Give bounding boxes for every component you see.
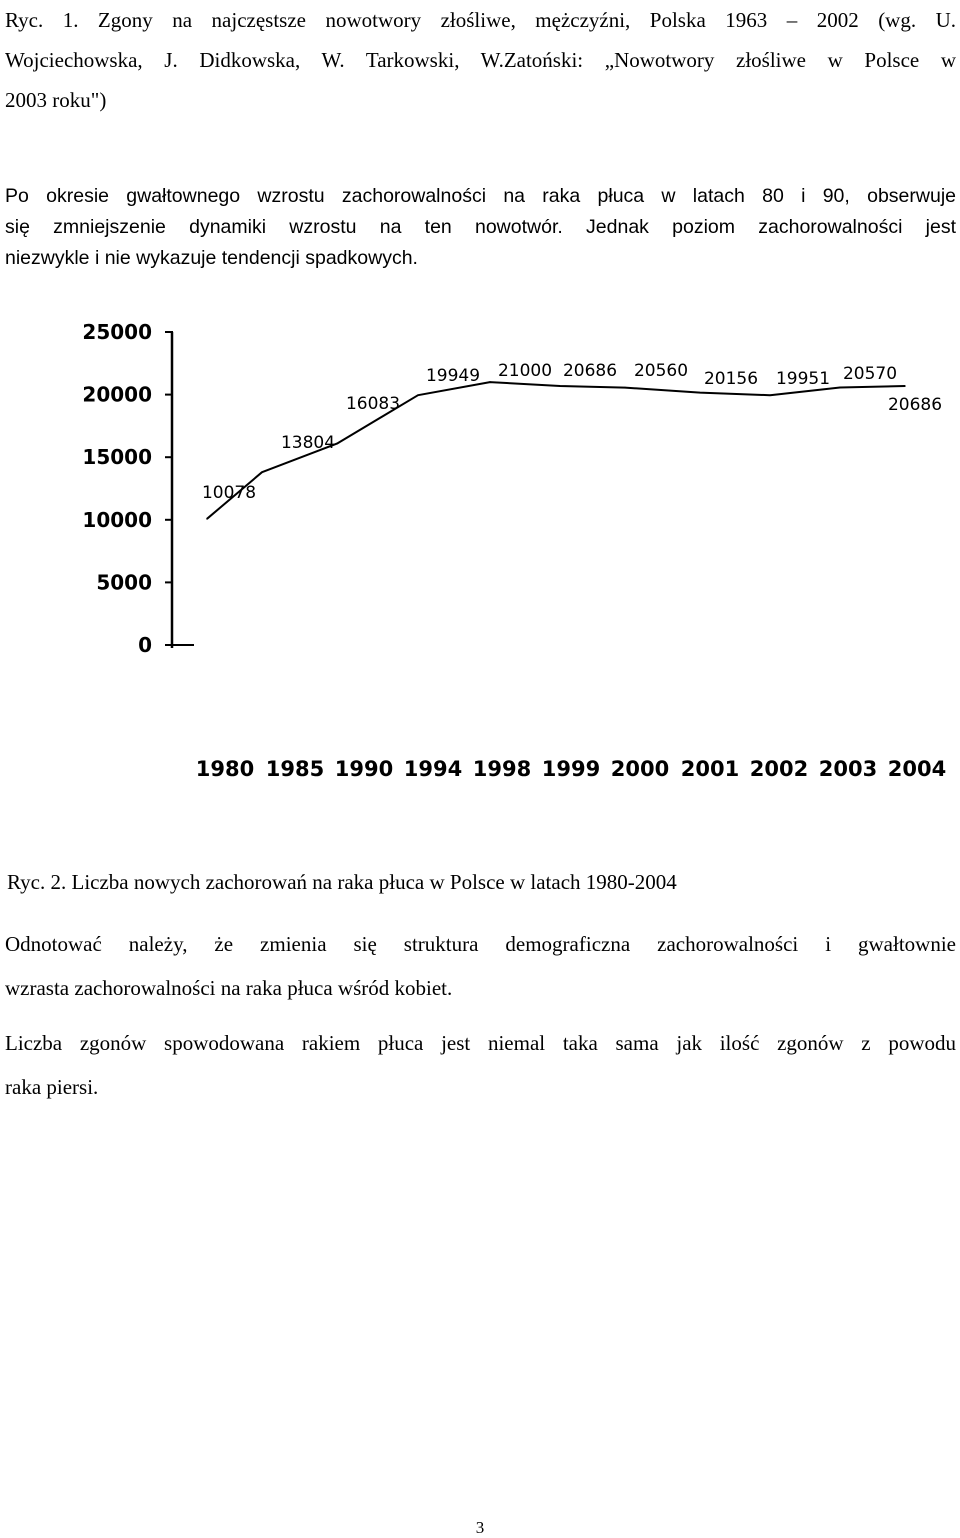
para2-line-1: Odnotować należy, że zmienia się struktura demograficzna zachorowalności i gwałtownie (5, 932, 956, 956)
x-tick-label: 2000 (610, 757, 670, 781)
data-labels (202, 361, 942, 503)
data-label: 19951 (775, 369, 831, 389)
x-tick-label: 1980 (195, 757, 255, 781)
x-tick-label: 1998 (472, 757, 532, 781)
x-tick-label: 2002 (749, 757, 809, 781)
data-point (336, 443, 338, 445)
x-tick-label: 1999 (541, 757, 601, 781)
data-point (839, 387, 841, 389)
y-tick-label: 10000 (82, 507, 152, 532)
data-point (769, 394, 771, 396)
y-tick-label: 15000 (82, 445, 152, 470)
x-tick-label: 1985 (265, 757, 325, 781)
x-tick-label: 2004 (887, 757, 947, 781)
data-label: 19949 (425, 366, 481, 386)
y-tick-label: 25000 (82, 320, 152, 344)
para1-line-3: niezwykle i nie wykazuje tendencji spadkowych. (5, 247, 418, 269)
data-label: 20156 (703, 369, 759, 389)
paragraph-death-comparison (5, 1021, 956, 1109)
x-tick-label: 2001 (680, 757, 740, 781)
y-tick-label: 20000 (82, 382, 152, 407)
figure-1-caption (5, 0, 956, 120)
data-point (261, 471, 263, 473)
para1-line-1: Po okresie gwałtownego wzrostu zachorowalności na raka płuca w latach 80 i 90, obserwuje (5, 185, 956, 207)
data-label: 20570 (842, 364, 898, 384)
data-label: 20560 (633, 361, 689, 381)
paragraph-demographic-change (5, 922, 956, 1010)
x-tick-label: 1990 (334, 757, 394, 781)
para2-line-2: wzrasta zachorowalności na raka płuca wśród kobiet. (5, 976, 453, 1000)
page-number: 3 (475, 1518, 485, 1537)
data-label: 13804 (280, 433, 336, 453)
data-point (699, 392, 701, 394)
data-label: 20686 (562, 361, 618, 381)
data-label: 16083 (345, 394, 401, 414)
data-label: 21000 (497, 361, 553, 381)
para3-line-1: Liczba zgonów spowodowana rakiem płuca jest niemal taka sama jak ilość zgonów z powodu (5, 1031, 956, 1055)
figure-2-caption: Ryc. 2. Liczba nowych zachorowań na raka płuca w Polsce w latach 1980-2004 (7, 870, 677, 894)
data-label: 20686 (887, 395, 943, 415)
para1-line-2: się zmniejszenie dynamiki wzrostu na ten nowotwór. Jednak poziom zachorowalności jest (5, 216, 956, 238)
data-point (904, 385, 906, 387)
y-tick-label: 5000 (96, 570, 152, 595)
data-point (624, 387, 626, 389)
data-point (206, 518, 208, 520)
lung-cancer-incidence-chart (0, 300, 960, 800)
caption1-line-1: Ryc. 1. Zgony na najczęstsze nowotwory złośliwe, mężczyźni, Polska 1963 – 2002 (wg. U. (5, 8, 956, 32)
y-axis (82, 320, 194, 657)
caption1-line-3: 2003 roku") (5, 88, 107, 112)
x-axis-labels (196, 757, 946, 781)
y-tick-label: 0 (138, 633, 152, 657)
data-point (489, 381, 491, 383)
para3-line-2: raka piersi. (5, 1075, 99, 1099)
data-point (417, 394, 419, 396)
data-point (559, 385, 561, 387)
paragraph-lung-cancer-trend (5, 181, 956, 274)
caption1-line-2: Wojciechowska, J. Didkowska, W. Tarkowski, W.Zatoński: „Nowotwory złośliwe w Polsce w (5, 48, 956, 72)
x-tick-label: 2003 (818, 757, 878, 781)
data-label: 10078 (201, 483, 257, 503)
x-tick-label: 1994 (403, 757, 463, 781)
